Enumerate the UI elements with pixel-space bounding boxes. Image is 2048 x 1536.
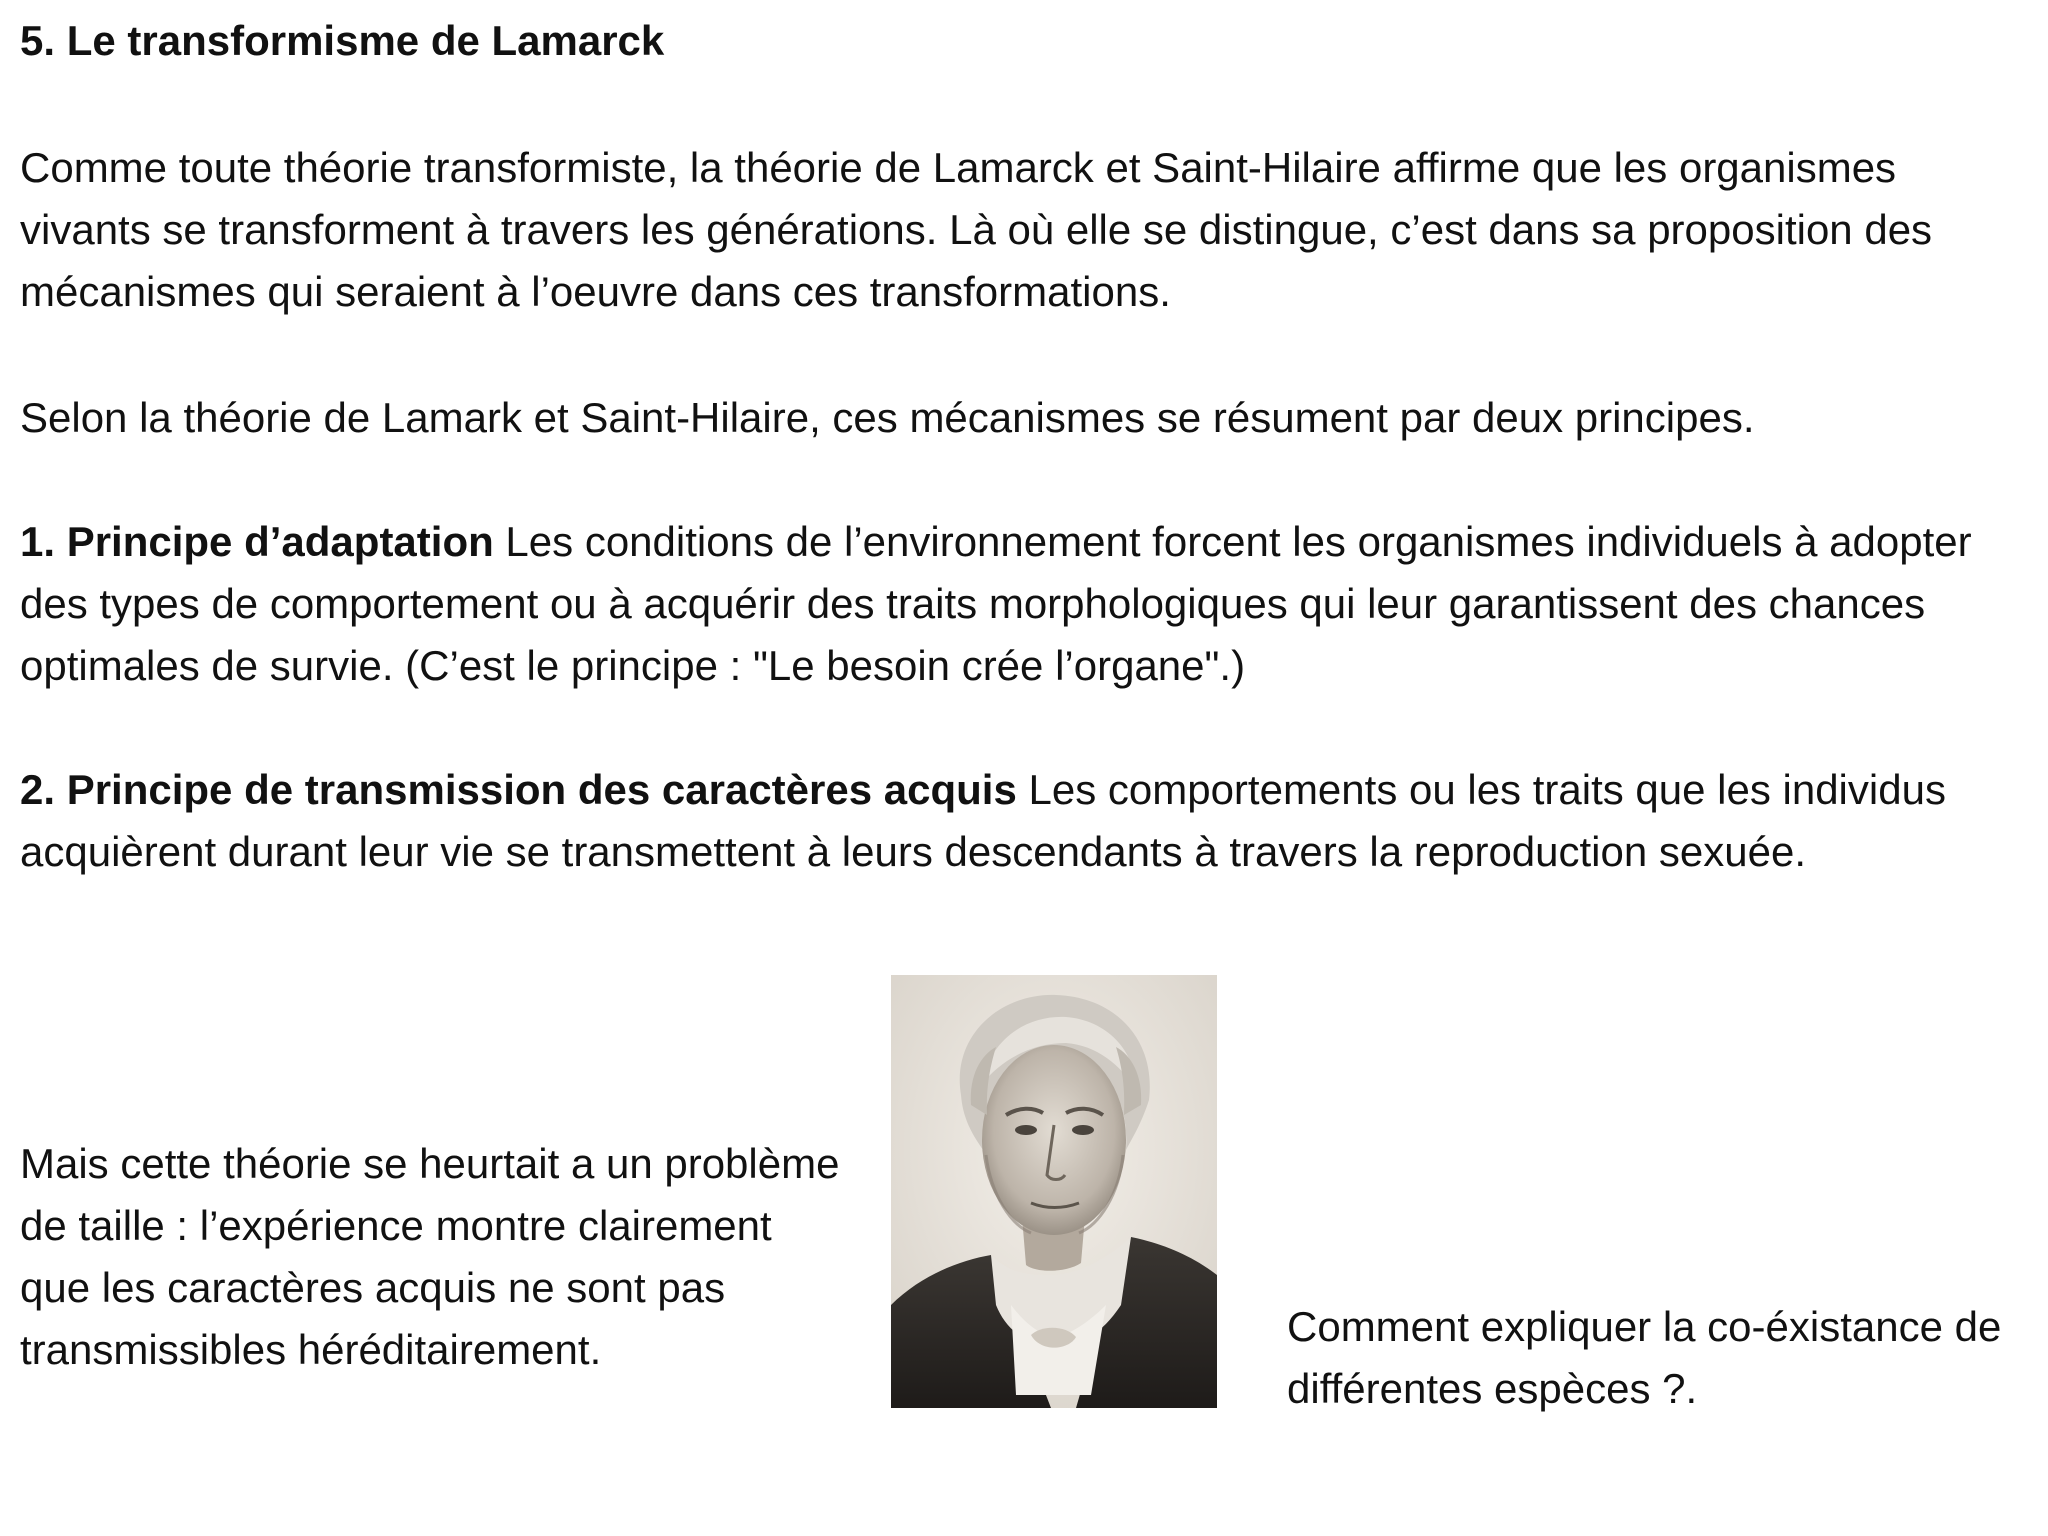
principle-1-paragraph bbox=[20, 511, 2030, 697]
principles-intro-paragraph: Selon la théorie de Lamark et Saint-Hilaire, ces mécanismes se résument par deux principes. bbox=[20, 394, 1755, 441]
lamarck-portrait-image bbox=[891, 975, 1217, 1408]
slide-title: 5. Le transformisme de Lamarck bbox=[20, 17, 665, 64]
principle-1-text: Les conditions de l’environnement forcent les organismes individuels à adopter des types de comportement ou à acquérir des traits morphologiques qui leur garantissent des chances optimales de survie. (C’est le principe : "Le besoin crée l’organe".) bbox=[20, 518, 1972, 689]
principle-2-label: 2. Principe de transmission des caractères acquis bbox=[20, 766, 1017, 813]
principle-2-paragraph bbox=[20, 759, 2030, 883]
principle-1-label: 1. Principe d’adaptation bbox=[20, 518, 494, 565]
critique-paragraph: Mais cette théorie se heurtait a un problème de taille : l’expérience montre clairement que les caractères acquis ne sont pas transmissibles héréditairement. bbox=[20, 1140, 840, 1373]
intro-paragraph: Comme toute théorie transformiste, la théorie de Lamarck et Saint-Hilaire affirme que les organismes vivants se transforment à travers les générations. Là où elle se distingue, c’est dans sa proposition des mécanismes qui seraient à l’oeuvre dans ces transformations. bbox=[20, 144, 1933, 315]
principle-2-text: Les comportements ou les traits que les individus acquièrent durant leur vie se transmettent à leurs descendants à travers la reproduction sexuée. bbox=[20, 766, 1946, 875]
portrait-icon bbox=[891, 975, 1217, 1408]
question-paragraph: Comment expliquer la co-éxistance de différentes espèces ?. bbox=[1287, 1303, 2002, 1412]
